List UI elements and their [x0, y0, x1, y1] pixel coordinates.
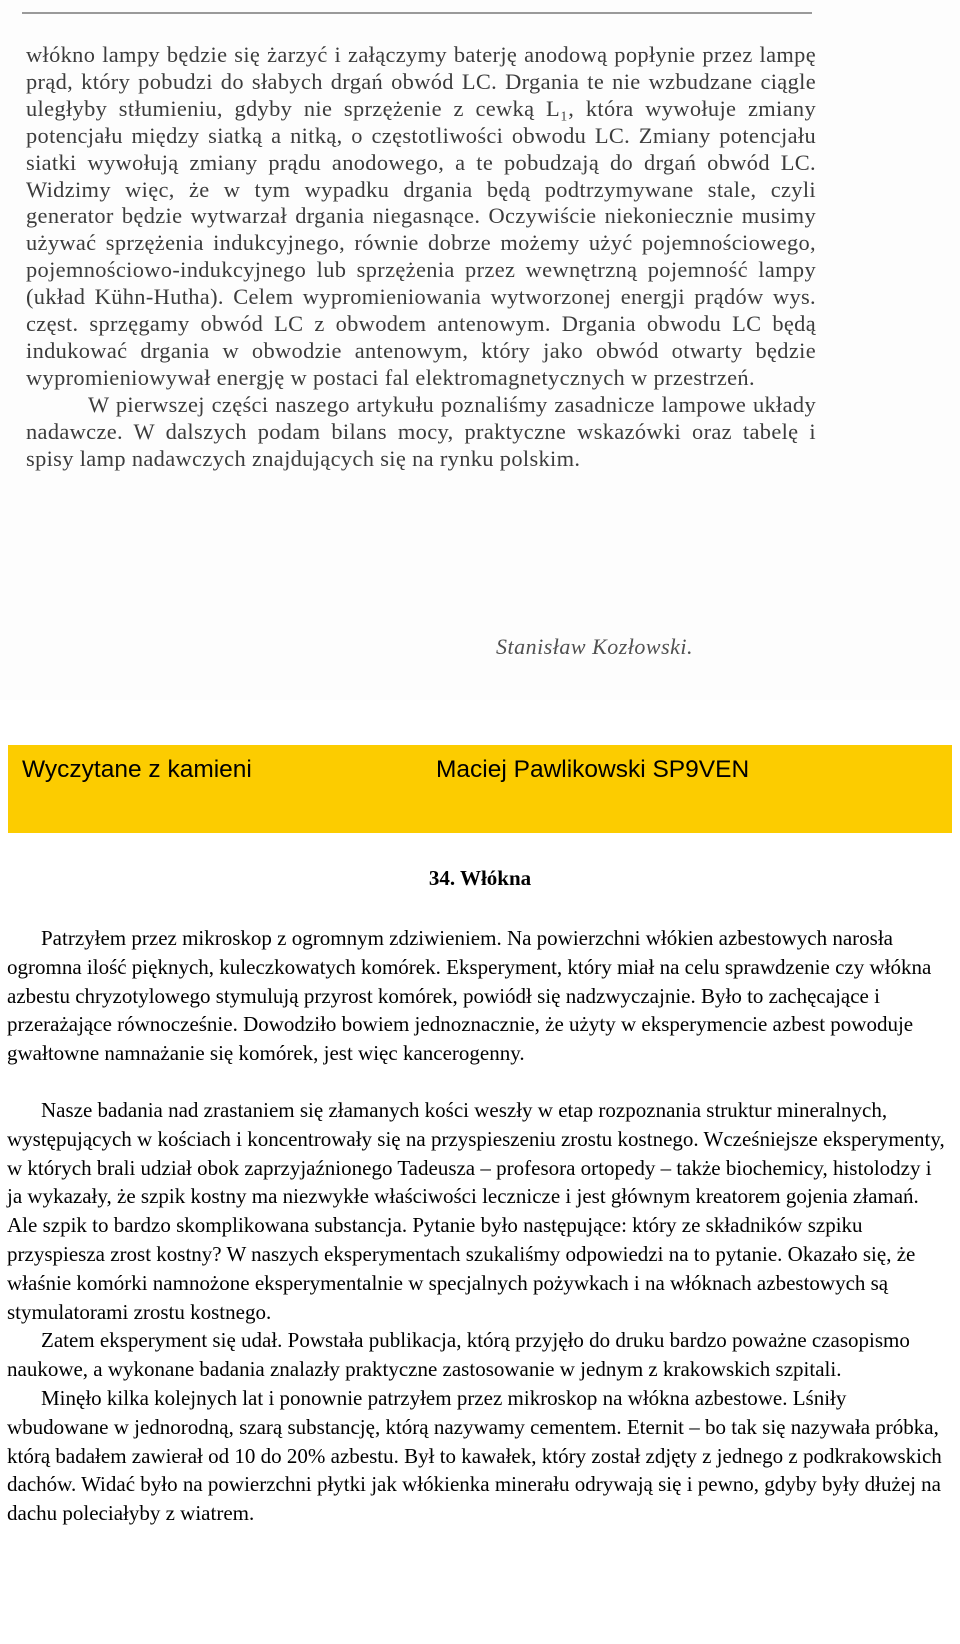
article-paragraph: Minęło kilka kolejnych lat i ponownie patrzyłem przez mikroskop na włókna azbestowe. Lśniły wbudowane w jednorodną, szarą substancję, którą nazywamy cementem. Eternit – bo tak się nazywała próbka, którą badałem zawierał od 10 do 20% azbestu. Był to kawałek, który został zdjęty z jednego z podkrakowskich dachów. Widać było na powierzchni płytki jak włókienka minerału odrywają się i pewno, gdyby były dłużej na dachu poleciałyby z wiatrem.	[7, 1385, 942, 1526]
article-paragraph: Nasze badania nad zrastaniem się złamanych kości weszły w etap rozpoznania struktur mineralnych, występujących w kościach i koncentrowały się na przyspieszeniu zrostu kostnego. Wcześniejsze eksperymenty, w których brali udział obok zaprzyjaźnionego Tadeusza – profesora ortopedy – także biochemicy, histolodzy i ja wykazały, że szpik kostny ma niezwykłe właściwości lecznicze i jest głównym kreatorem gojenia złamań. Ale szpik to bardzo skomplikowana substancja. Pytanie było następujące: który ze składników szpiku przyspiesza zrost kostny? W naszych eksperymentach szukaliśmy odpowiedzi na to pytanie. Okazało się, że właśnie komórki namnożone eksperymentalnie w specjalnych pożywkach i na włóknach azbestowych są stymulatorami zrostu kostnego.	[7, 1097, 945, 1324]
scanned-article-fragment	[0, 0, 960, 700]
column-author: Maciej Pawlikowski SP9VEN	[436, 756, 750, 783]
column-banner	[8, 745, 952, 833]
article-paragraph: Patrzyłem przez mikroskop z ogromnym zdziwieniem. Na powierzchni włókien azbestowych narosła ogromna ilość pięknych, kuleczkowatych komórek. Eksperyment, który miał na celu sprawdzenie czy włókna azbestu chryzotylowego stymulują przyrost komórek, powiódł się nadzwyczajnie. Było to zachęcające i przerażające równocześnie. Dowodziło bowiem jednoznacznie, że użyty w eksperymencie azbest powoduje gwałtowne namnażanie się komórek, jest więc kancerogenny.	[7, 926, 932, 1066]
article-paragraph: Zatem eksperyment się udał. Powstała publikacja, którą przyjęło do druku bardzo poważne czasopismo naukowe, a wykonane badania znalazły praktyczne zastosowanie w jednym z krakowskich szpitali.	[7, 1328, 910, 1382]
scanned-paragraph: W pierwszej części naszego artykułu poznaliśmy zasadnicze lampowe układy nadawcze. W dalszych podam bilans mocy, praktyczne wskazówki oraz tabelę i spisy lamp nadawczych znajdujących się na rynku polskim.	[26, 391, 816, 471]
article-body	[7, 924, 947, 1528]
scanned-text-block	[26, 42, 816, 473]
column-title: Wyczytane z kamieni	[22, 756, 252, 783]
scanned-paragraph: włókno lampy będzie się żarzyć i załączymy baterję anodową popłynie przez lampę prąd, który pobudzi do słabych drgań obwód LC. Drgania te nie wzbudzane ciągle uległyby stłumieniu, gdyby nie sprzężenie z cewką L₁, która wywołuje zmiany potencjału między siatką a nitką, o częstotliwości obwodu LC. Zmiany potencjału siatki wywołują zmiany prądu anodowego, a te pobudzają do drgań obwód LC. Widzimy więc, że w tym wypadku drgania będą podtrzymywane stale, czyli generator będzie wytwarzał drgania niegasnące. Oczywiście niekoniecznie musimy używać sprzężenia indukcyjnego, równie dobrze możemy użyć pojemnościowego, pojemnościowo-indukcyjnego lub sprzężenia przez wewnętrzną pojemność lampy (układ Kühn-Hutha). Celem wypromieniowania wytworzonej energji prądów wys. częst. sprzęgamy obwód LC z obwodem antenowym. Drgania obwodu LC będą indukować drgania w obwodzie antenowym, który jako obwód otwarty będzie wypromieniowywał energję w postaci fal elektromagnetycznych w przestrzeń.	[26, 42, 816, 390]
author-signature: Stanisław Kozłowski.	[496, 634, 694, 659]
scan-top-rule	[22, 12, 812, 14]
section-heading: 34. Włókna	[428, 866, 532, 890]
